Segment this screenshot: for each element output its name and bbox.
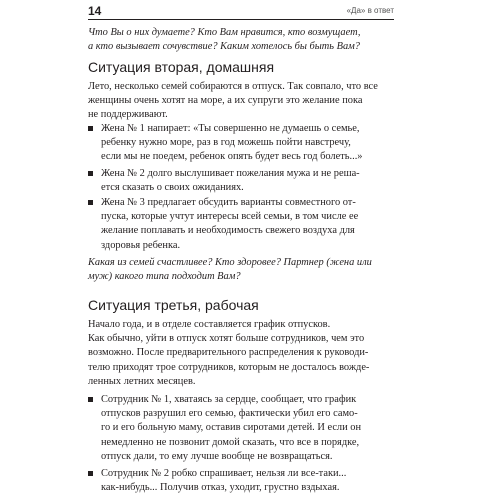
- bullet-square-icon: [88, 126, 93, 131]
- text-line: Жена № 1 напирает: «Ты совершенно не думаешь о семье,: [101, 123, 360, 134]
- section-two-paragraph: [88, 80, 394, 123]
- text-line: отпуск дали, то ему лучше вообще не возвращаться.: [101, 450, 333, 462]
- running-header: [88, 4, 394, 20]
- text-line: возможно. После предварительного распределения к руководи-: [88, 347, 369, 359]
- list-item: [101, 467, 394, 495]
- text-line: пуска, которые учтут интересы всей семьи, в том числе ее: [101, 211, 359, 223]
- text-line: желание поплавать и необходимость свежего воздуха для: [101, 225, 355, 237]
- list-item: [101, 122, 394, 165]
- section-two-question: [88, 256, 394, 284]
- list-item: [101, 196, 394, 253]
- text-line: Жена № 2 долго выслушивает пожелания мужа и не реша-: [101, 168, 360, 179]
- bullet-square-icon: [88, 397, 93, 402]
- section-heading: Ситуация третья, рабочая: [88, 297, 259, 313]
- list-item: [101, 167, 394, 195]
- text-line: телю приходят трое сотрудников, которым не досталось вожде-: [88, 361, 370, 373]
- text-line: Сотрудник № 2 робко спрашивает, нельзя ли все-таки...: [101, 468, 347, 479]
- bullet-square-icon: [88, 171, 93, 176]
- text-line: немедленно не позвонит домой сказать, что все в порядке,: [101, 436, 360, 448]
- text-line: ребенку нужно море, раз в год можешь пойти навстречу,: [101, 137, 351, 149]
- text-line: если мы не поедем, ребенок опять будет весь год болеть...»: [101, 151, 363, 163]
- text-line: здоровья ребенка.: [101, 239, 181, 251]
- section-heading: Ситуация вторая, домашняя: [88, 59, 275, 75]
- text-line: Как обычно, уйти в отпуск хотят больше сотрудников, чем это: [88, 333, 365, 345]
- text-line: Начало года, и в отделе составляется график отпусков.: [88, 319, 331, 330]
- text-line: го и его больную маму, оставив сиротами детей. И если он: [101, 422, 362, 434]
- text-line: Лето, несколько семей собираются в отпуск. Так совпало, что все: [88, 81, 378, 92]
- bullet-square-icon: [88, 200, 93, 205]
- text-line: Жена № 3 предлагает обсудить варианты совместного от-: [101, 197, 356, 208]
- running-title: «Да» в ответ: [346, 6, 394, 15]
- text-line: женщины очень хотят на море, а их супруги это желание пока: [88, 95, 363, 107]
- text-line: муж) какого типа подходит Вам?: [88, 271, 241, 283]
- list-item: [101, 393, 394, 464]
- text-line: ется сказать о своих ожиданиях.: [101, 182, 244, 194]
- text-line: отпусков разрушил его семью, фактически убил его само-: [101, 408, 358, 420]
- text-line: Какая из семей счастливее? Кто здоровее? Партнер (жена или: [88, 257, 372, 268]
- text-line: Сотрудник № 1, хватаясь за сердце, сообщает, что график: [101, 394, 357, 405]
- page-number: 14: [88, 4, 102, 18]
- intro-question: [88, 26, 394, 54]
- text-line: Что Вы о них думаете? Кто Вам нравится, кто возмущает,: [88, 27, 361, 38]
- text-line: ленных летних месяцев.: [88, 375, 196, 387]
- text-line: а кто вызывает сочувствие? Каким хотелось бы быть Вам?: [88, 41, 361, 53]
- bullet-square-icon: [88, 471, 93, 476]
- text-line: как-нибудь... Получив отказ, уходит, грустно вздыхая.: [101, 482, 340, 494]
- text-line: не поддерживают.: [88, 109, 168, 121]
- section-three-paragraph: [88, 318, 394, 389]
